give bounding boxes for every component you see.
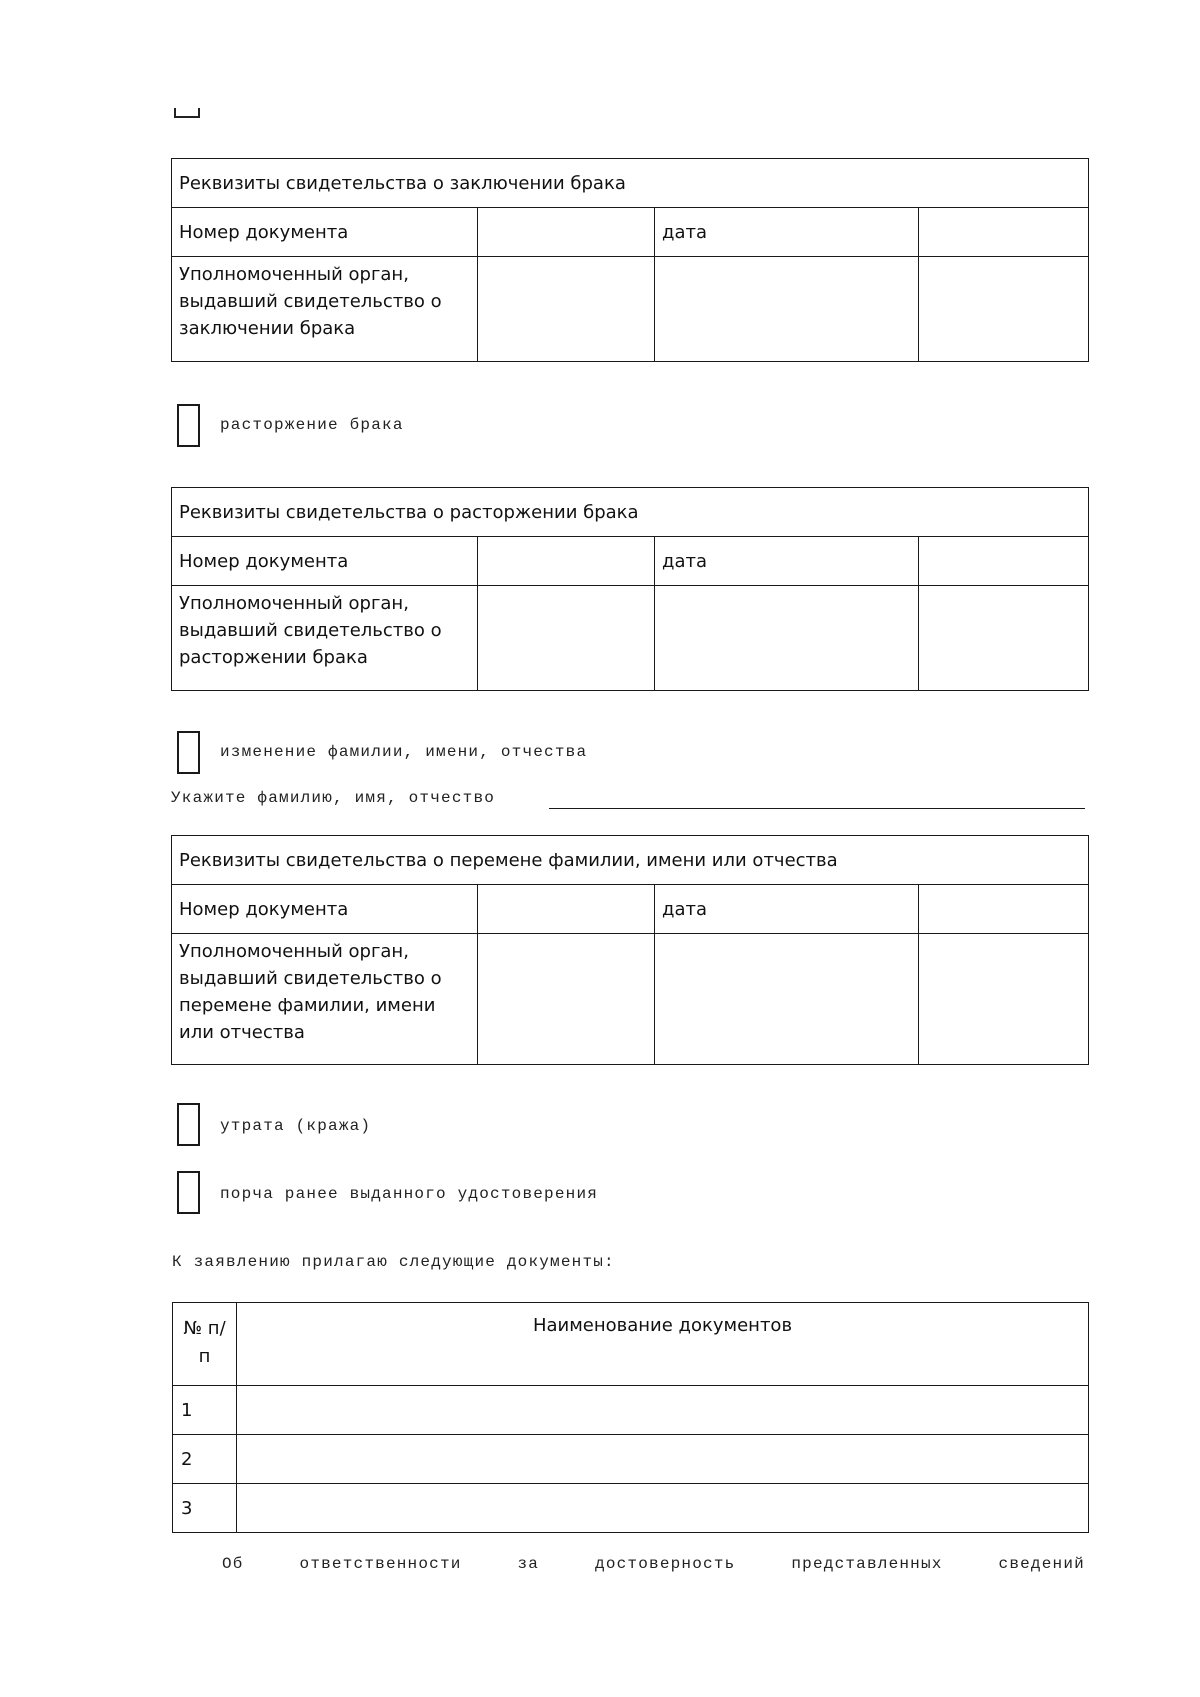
marriage-date-field[interactable] — [919, 208, 1089, 257]
name-change-checkbox-label: изменение фамилии, имени, отчества — [220, 743, 588, 761]
attachments-col-name: Наименование документов — [237, 1303, 1089, 1386]
divorce-certificate-table — [171, 487, 1089, 691]
name-change-certificate-table — [171, 835, 1089, 1065]
footer-word: представленных — [791, 1555, 943, 1573]
table-row — [173, 1435, 1089, 1484]
marriage-authority-field-3[interactable] — [919, 257, 1089, 362]
row-number: 2 — [173, 1435, 237, 1484]
divorce-authority-label: Уполномоченный орган, выдавший свидетельство о расторжении брака — [172, 586, 478, 691]
row-number: 1 — [173, 1386, 237, 1435]
divorce-authority-field-3[interactable] — [919, 586, 1089, 691]
table-row — [173, 1484, 1089, 1533]
footer-word: Об — [222, 1555, 244, 1573]
marriage-authority-label: Уполномоченный орган, выдавший свидетельство о заключении брака — [172, 257, 478, 362]
divorce-date-field[interactable] — [919, 537, 1089, 586]
name-change-authority-field-2[interactable] — [655, 934, 919, 1065]
name-change-authority-label: Уполномоченный орган, выдавший свидетельство о перемене фамилии, имени или отчества — [172, 934, 478, 1065]
name-change-doc-number-field[interactable] — [478, 885, 655, 934]
row-number: 3 — [173, 1484, 237, 1533]
checkbox-fragment-icon — [174, 108, 200, 118]
name-change-date-field[interactable] — [919, 885, 1089, 934]
name-change-authority-field-3[interactable] — [919, 934, 1089, 1065]
marriage-doc-number-field[interactable] — [478, 208, 655, 257]
divorce-date-label: дата — [655, 537, 919, 586]
document-name-field[interactable] — [237, 1386, 1089, 1435]
full-name-input-line[interactable] — [549, 808, 1085, 809]
marriage-doc-number-label: Номер документа — [172, 208, 478, 257]
marriage-authority-field[interactable] — [478, 257, 655, 362]
attachments-intro: К заявлению прилагаю следующие документы: — [172, 1253, 615, 1271]
table-row — [173, 1386, 1089, 1435]
footer-word: сведений — [998, 1555, 1085, 1573]
damage-checkbox-label: порча ранее выданного удостоверения — [220, 1185, 599, 1203]
name-change-doc-number-label: Номер документа — [172, 885, 478, 934]
document-name-field[interactable] — [237, 1484, 1089, 1533]
divorce-authority-field[interactable] — [478, 586, 655, 691]
attachments-col-number: № п/п — [173, 1303, 237, 1386]
loss-checkbox-label: утрата (кража) — [220, 1117, 372, 1135]
name-change-checkbox[interactable] — [177, 731, 200, 774]
name-change-date-label: дата — [655, 885, 919, 934]
marriage-authority-field-2[interactable] — [655, 257, 919, 362]
divorce-table-title: Реквизиты свидетельства о расторжении брака — [172, 488, 1089, 537]
name-change-authority-field[interactable] — [478, 934, 655, 1065]
loss-checkbox[interactable] — [177, 1103, 200, 1146]
divorce-doc-number-label: Номер документа — [172, 537, 478, 586]
damage-checkbox[interactable] — [177, 1171, 200, 1214]
footer-word: ответственности — [299, 1555, 462, 1573]
name-change-table-title: Реквизиты свидетельства о перемене фамилии, имени или отчества — [172, 836, 1089, 885]
divorce-checkbox[interactable] — [177, 404, 200, 447]
document-name-field[interactable] — [237, 1435, 1089, 1484]
marriage-table-title: Реквизиты свидетельства о заключении брака — [172, 159, 1089, 208]
divorce-checkbox-label: расторжение брака — [220, 416, 404, 434]
attachments-table — [172, 1302, 1089, 1533]
footer-word: достоверность — [595, 1555, 736, 1573]
marriage-certificate-table — [171, 158, 1089, 362]
responsibility-statement — [222, 1555, 1085, 1573]
marriage-date-label: дата — [655, 208, 919, 257]
divorce-doc-number-field[interactable] — [478, 537, 655, 586]
name-change-prompt: Укажите фамилию, имя, отчество — [171, 789, 496, 807]
divorce-authority-field-2[interactable] — [655, 586, 919, 691]
footer-word: за — [517, 1555, 540, 1573]
